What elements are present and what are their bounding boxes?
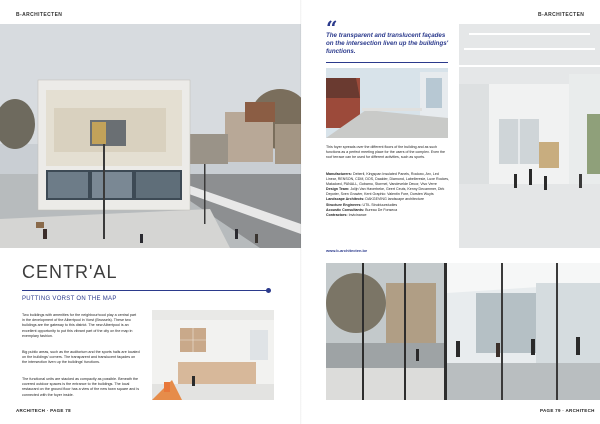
credit-contractors <box>326 213 450 218</box>
pull-quote: The transparent and translucent façades on the intersection liven up the buildings' functions. <box>326 32 449 55</box>
foyer-panorama-photo <box>326 263 600 400</box>
title-divider-dot <box>266 288 271 293</box>
left-page-header: B-ARCHITECTEN <box>16 12 63 18</box>
credit-text: Invicinance <box>348 212 367 217</box>
quote-mark-icon: “ <box>326 16 338 40</box>
right-page-footer: PAGE 79 · ARCHITECH <box>540 408 595 413</box>
auditorium-photo <box>152 310 274 400</box>
body-paragraph-2: Big public areas, such as the auditorium and the sports halls are located on the buildings' corners. The transparent and translucent façades on the intersection liven up the buildings' functions. <box>22 350 140 365</box>
body-paragraph-3: The functional units are stacked as compactly as possible. Beneath the covered outdoor spaces is the entrance to the buildings. The local restaurant on the ground floor has a view of the new town square and is connected with the foyer inside. <box>22 377 140 397</box>
website-link[interactable]: www.b-architecten.be <box>326 248 368 253</box>
right-page-header: B-ARCHITECTEN <box>538 12 585 18</box>
body-paragraph-1: Two buildings with amenities for the neighbourhood play a central part in the development of the Albertpool in Vorst (Brussels). These two buildings are the gateway to this district. The new Albertpool is an excellent opportunity to put this vibrant part of the city on the map in exemplary fashion. <box>22 313 137 338</box>
credit-design-team <box>326 187 450 197</box>
credits-block <box>326 172 450 218</box>
article-subtitle: PUTTING VORST ON THE MAP <box>22 296 117 302</box>
credit-text: DAKGEVING landscape architecture <box>365 197 424 202</box>
credit-label: Manufacturers: <box>326 172 352 176</box>
credit-label: Structure Engineers: <box>326 202 362 207</box>
article-title: CENTR'AL <box>22 262 118 282</box>
title-divider <box>22 290 268 291</box>
roof-terrace-photo <box>326 68 448 138</box>
credit-text: Deberli, Kingspan Insulated Panels, Rockwo, Arx, Led Linear, RENSON, CDM, DOS, Daalder, Diamond, Labelleresie, Luxe Rockes, Makaloed, PANALL, Gobamo, Stormel, Vandevelde Decor, Vivo Verre <box>326 172 450 187</box>
credit-label: Contractors: <box>326 212 348 217</box>
quote-divider <box>326 62 448 63</box>
page-gutter <box>300 0 302 424</box>
foyer-caption: This foyer spreads over the different floors of the building and as such functions as a perfect meeting place for the users of the complex. Even the roof terrace can be used for different activities, such as sports. <box>326 145 446 160</box>
credit-manufacturers <box>326 172 450 187</box>
credit-label: Landscape Architects: <box>326 197 365 202</box>
credit-text: UTIL Struktuurstudies <box>362 202 398 207</box>
exterior-photo <box>0 24 301 248</box>
credit-text: Jolijn Van Haverbeke, Geert Ceuts, Kenny Decammer, Dirk Depoter, Sven Gruwier, Kent Graphic: Valentin Fore, Dorsten Wuyts <box>326 187 445 197</box>
credit-text: Bureau De Fonseca <box>365 207 398 212</box>
credit-label: Design Team: <box>326 187 350 192</box>
left-page-footer: ARCHITECH · PAGE 78 <box>16 408 71 413</box>
credit-label: Acoustic Consultants: <box>326 207 365 212</box>
sports-hall-photo <box>459 24 600 248</box>
